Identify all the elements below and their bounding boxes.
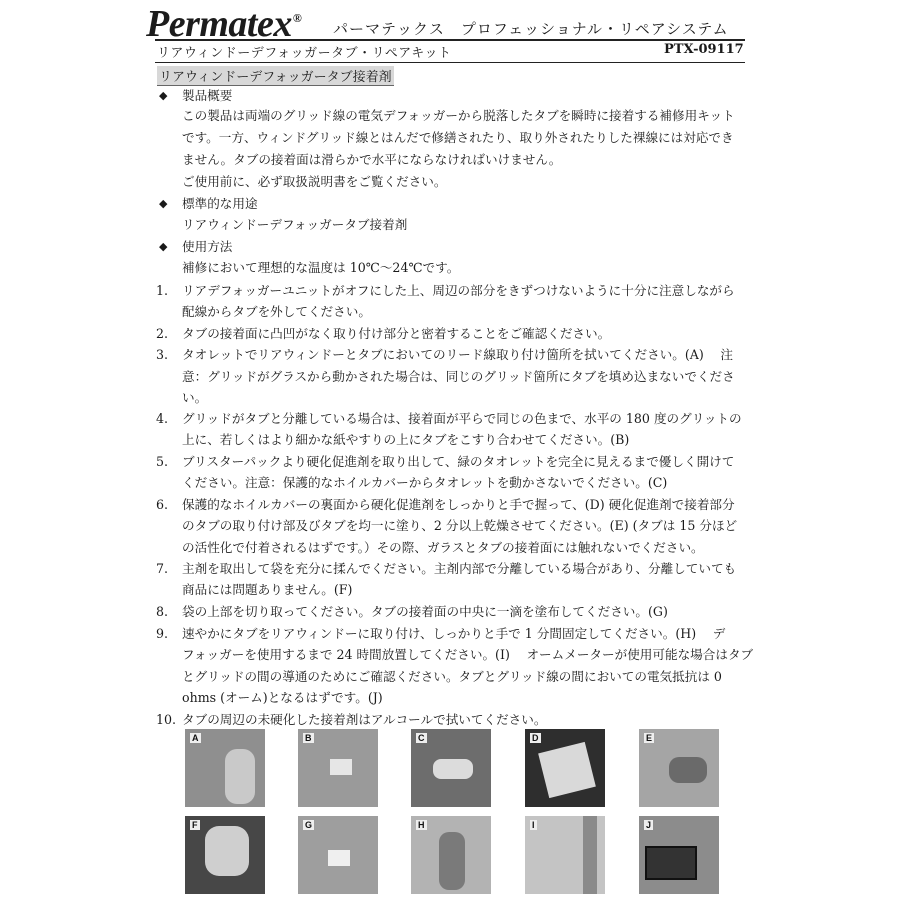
step-line: 商品には問題ありません。(F)	[182, 582, 353, 597]
kit-title: リアウィンドーデフォッガータブ・リペアキット	[157, 46, 452, 61]
method-heading: 使用方法	[182, 239, 233, 254]
step-number: 6.	[156, 497, 169, 512]
product-code: PTX-09117	[664, 42, 744, 57]
photo-label: B	[305, 733, 312, 743]
step-line: ohms (オーム)となるはずです。(J)	[182, 690, 383, 705]
step-line: とグリッドの間の導通のためにご確認ください。タブとグリッド線の間においての電気抵抗は 0	[182, 669, 722, 684]
brand-logo-text: Permatex	[146, 3, 292, 45]
step-number: 7.	[156, 561, 169, 576]
step-line: フォッガーを使用するまで 24 時間放置してください。(I) オームメーターが使用可能な場合はタブ	[182, 647, 754, 662]
step-line: 速やかにタブをリアウィンドーに取り付け、しっかりと手で 1 分間固定してください。(H) デ	[182, 626, 726, 641]
header-rule-bottom	[155, 62, 745, 63]
step-line: の活性化で付着されるはずです。）その際、ガラスとタブの接着面には触れないでください。	[182, 540, 704, 555]
step-line: タブの周辺の未硬化した接着剤はアルコールで拭いてください。	[182, 712, 547, 727]
step-photo	[525, 816, 605, 894]
overview-line: です。一方、ウィンドグリッド線とはんだで修繕されたり、取り外されたりした裸線には対応でき	[182, 130, 734, 145]
step-line: タブの接着面に凸凹がなく取り付け部分と密着することをご確認ください。	[182, 326, 611, 341]
step-photo	[298, 816, 378, 894]
step-number: 5.	[156, 454, 169, 469]
step-photo	[639, 729, 719, 807]
photo-label: C	[418, 733, 425, 743]
usage-heading: 標準的な用途	[182, 196, 258, 211]
registered-mark: ®	[292, 11, 302, 26]
step-photo	[298, 729, 378, 807]
photo-label: H	[418, 820, 425, 830]
step-photo	[185, 729, 265, 807]
step-photo	[411, 816, 491, 894]
photo-detail	[225, 749, 255, 804]
photo-label: D	[532, 733, 539, 743]
step-line: リアデフォッガーユニットがオフにした上、周辺の部分をきずつけないように十分に注意しながら	[182, 283, 735, 298]
step-line: ください。注意：保護的なホイルカバーからタオレットを動かさないでください。(C)	[182, 475, 668, 490]
step-line: い。	[182, 390, 208, 405]
diamond-bullet-icon: ◆	[159, 89, 168, 102]
usage-text: リアウィンドーデフォッガータブ接着剤	[182, 217, 408, 232]
step-line: 上に、若しくはより細かな紙やすりの上にタブをこすり合わせてください。(B)	[182, 432, 630, 447]
step-line: 主剤を取出して袋を充分に揉んでください。主剤内部で分離している場合があり、分離していても	[182, 561, 737, 576]
photo-detail	[669, 757, 707, 783]
step-photo	[639, 816, 719, 894]
overview-line: ません。タブの接着面は滑らかで水平にならなければいけません。	[182, 152, 562, 167]
photo-detail	[205, 826, 249, 876]
step-photo	[411, 729, 491, 807]
step-line: 配線からタブを外してください。	[182, 304, 371, 319]
overview-line: この製品は両端のグリッド線の電気デフォッガーから脱落したタブを瞬時に接着する補修用キット	[182, 108, 735, 123]
photo-label: G	[305, 820, 313, 830]
step-line: 保護的なホイルカバーの裏面から硬化促進剤をしっかりと手で握って、(D) 硬化促進剤で接着部分	[182, 497, 735, 512]
step-line: 袋の上部を切り取ってください。タブの接着面の中央に一滴を塗布してください。(G)	[182, 604, 668, 619]
step-number: 10.	[156, 712, 177, 727]
step-line: 意：グリッドがグラスから動かされた場合は、同じのグリッド箇所にタブを填め込まないでくださ	[182, 369, 735, 384]
photo-detail	[583, 816, 597, 894]
photo-label: E	[646, 733, 653, 743]
step-number: 1.	[156, 283, 169, 298]
diamond-bullet-icon: ◆	[159, 240, 168, 253]
step-number: 8.	[156, 604, 169, 619]
step-number: 9.	[156, 626, 169, 641]
product-name: リアウィンドーデフォッガータブ接着剤	[157, 66, 394, 86]
overview-heading: 製品概要	[182, 88, 233, 103]
step-photo	[185, 816, 265, 894]
photo-label: A	[192, 733, 199, 743]
photo-detail	[433, 759, 473, 779]
photo-label: I	[532, 820, 535, 830]
step-line: グリッドがタブと分離している場合は、接着面が平らで同じの色まで、水平の 180 度のグリットの	[182, 411, 742, 426]
step-line: ブリスターパックより硬化促進剤を取り出して、緑のタオレットを完全に見えるまで優しく開けて	[182, 454, 735, 469]
method-intro: 補修において理想的な温度は 10℃～24℃です。	[182, 260, 460, 275]
photo-label: J	[646, 820, 652, 830]
photo-detail	[439, 832, 465, 890]
header-rule-top	[155, 39, 745, 41]
step-number: 3.	[156, 347, 169, 362]
photo-detail	[330, 759, 352, 775]
photo-detail	[328, 850, 350, 866]
step-number: 2.	[156, 326, 169, 341]
step-photo	[525, 729, 605, 807]
photo-label: F	[192, 820, 198, 830]
overview-line: ご使用前に、必ず取扱説明書をご覧ください。	[182, 174, 447, 189]
step-number: 4.	[156, 411, 169, 426]
step-line: のタブの取り付け部及びタブを均一に塗り、2 分以上乾燥させてください。(E) (タブは 15 分ほど	[182, 518, 738, 533]
diamond-bullet-icon: ◆	[159, 197, 168, 210]
multimeter-display	[645, 846, 697, 880]
tagline: パーマテックス プロフェッショナル・リペアシステム	[333, 20, 729, 38]
step-line: タオレットでリアウィンドーとタブにおいてのリード線取り付け箇所を拭いてください。(A) 注	[182, 347, 733, 362]
